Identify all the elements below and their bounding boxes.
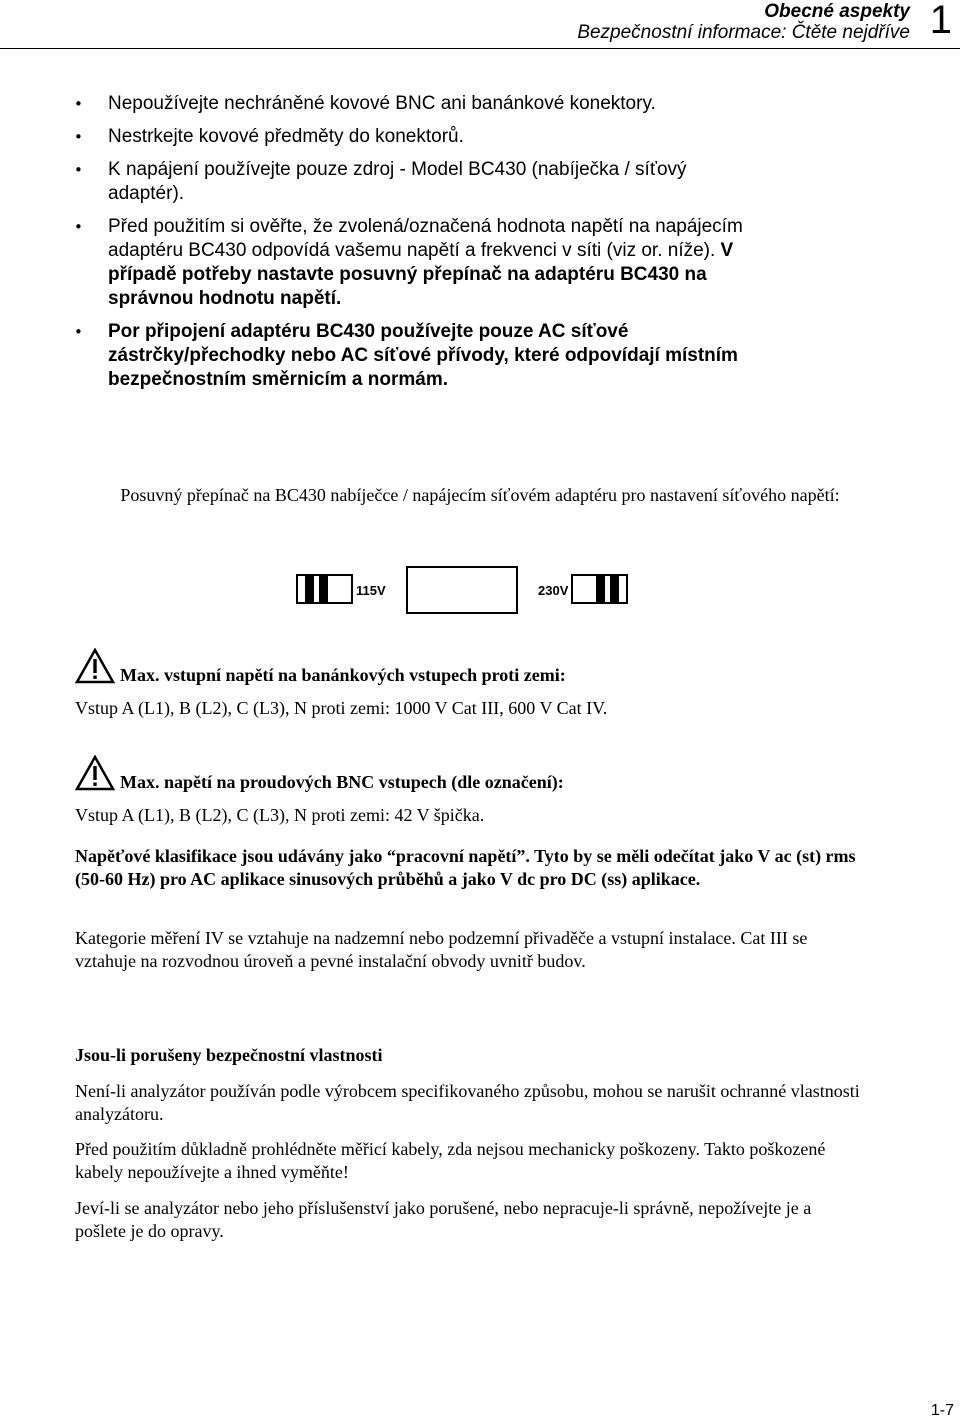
voltage-selector-diagram <box>296 566 630 616</box>
list-item <box>72 158 752 206</box>
section-heading: Jsou-li porušeny bezpečnostní vlastnosti <box>75 1045 383 1065</box>
measurement-categories-paragraph: Kategorie měření IV se vztahuje na nadzemní nebo podzemní přivaděče a vstupní instalace. Cat III se vztahuje na rozvodnou úroveň a pevné instalační obvody uvnitř budov. <box>75 928 808 971</box>
bullet-text-bold: Por připojení adaptéru BC430 používejte pouze AC síťové zástrčky/přechodky nebo AC síťové přívody, které odpovídají místním bezpečnostním směrnicím a normám. <box>108 321 738 390</box>
list-item <box>72 125 752 149</box>
switch-caption: Posuvný přepínač na BC430 nabíječce / napájecím síťovém adaptéru pro nastavení síťového napětí: <box>120 485 840 505</box>
header-divider <box>0 48 960 49</box>
bullet-text: Před použitím si ověřte, že zvolená/označená hodnota napětí na napájecím adaptéru BC430 odpovídá vašemu napětí a frekvenci v síti (viz or. níže). <box>108 216 743 261</box>
switch-grip-right-1 <box>596 576 605 602</box>
header-title: Obecné aspekty <box>764 1 910 22</box>
warning-triangle-icon <box>75 648 115 684</box>
bullet-text-bold: V případě potřeby nastavte posuvný přepínač na adaptéru BC430 na správnou hodnotu napětí. <box>108 240 734 309</box>
list-item <box>72 320 752 392</box>
warning-triangle-icon <box>75 755 115 791</box>
switch-grip-right-2 <box>610 576 619 602</box>
warning-text: Vstup A (L1), B (L2), C (L3), N proti zemi: 42 V špička. <box>75 805 485 825</box>
voltage-selector-graphic <box>296 566 630 616</box>
bullet-text: Nestrkejte kovové předměty do konektorů. <box>108 126 464 147</box>
label-230v: 230V <box>538 583 569 598</box>
section-paragraph: Není-li analyzátor používán podle výrobcem specifikovaného způsobu, mohou se narušit ochranné vlastnosti analyzátoru. <box>75 1081 860 1124</box>
list-item <box>72 215 752 311</box>
switch-grip-left-1 <box>305 576 314 602</box>
bullet-text: K napájení používejte pouze zdroj - Model BC430 (nabíječka / síťový adaptér). <box>108 159 687 204</box>
switch-housing <box>407 567 517 613</box>
warning-text: Vstup A (L1), B (L2), C (L3), N proti zemi: 1000 V Cat III, 600 V Cat IV. <box>75 698 608 718</box>
page-number: 1-7 <box>930 1402 954 1419</box>
warning-title: Max. vstupní napětí na banánkových vstupech proti zemi: <box>120 665 566 685</box>
safety-bullet-list <box>72 92 752 401</box>
section-paragraph: Před použitím důkladně prohlédněte měřicí kabely, zda nejsou mechanicky poškozeny. Takto poškozené kabely nepoužívejte a ihned vyměňte! <box>75 1139 826 1182</box>
bullet-text: Nepoužívejte nechráněné kovové BNC ani banánkové konektory. <box>108 93 656 114</box>
warning-title: Max. napětí na proudových BNC vstupech (dle označení): <box>120 772 564 792</box>
voltage-ratings-paragraph: Napěťové klasifikace jsou udávány jako “pracovní napětí”. Tyto by se měli odečítat jako V ac (st) rms (50-60 Hz) pro AC aplikace sinusových průběhů a jako V dc pro DC (ss) aplikace. <box>75 846 856 889</box>
running-header <box>577 2 910 44</box>
chapter-number: 1 <box>929 0 952 42</box>
label-115v: 115V <box>356 583 386 598</box>
header-subtitle: Bezpečnostní informace: Čtěte nejdříve <box>577 22 910 43</box>
section-paragraph: Jeví-li se analyzátor nebo jeho příslušenství jako porušené, nebo nepracuje-li správně, nepožívejte je a pošlete je do opravy. <box>75 1198 812 1241</box>
switch-grip-left-2 <box>319 576 328 602</box>
list-item <box>72 92 752 116</box>
